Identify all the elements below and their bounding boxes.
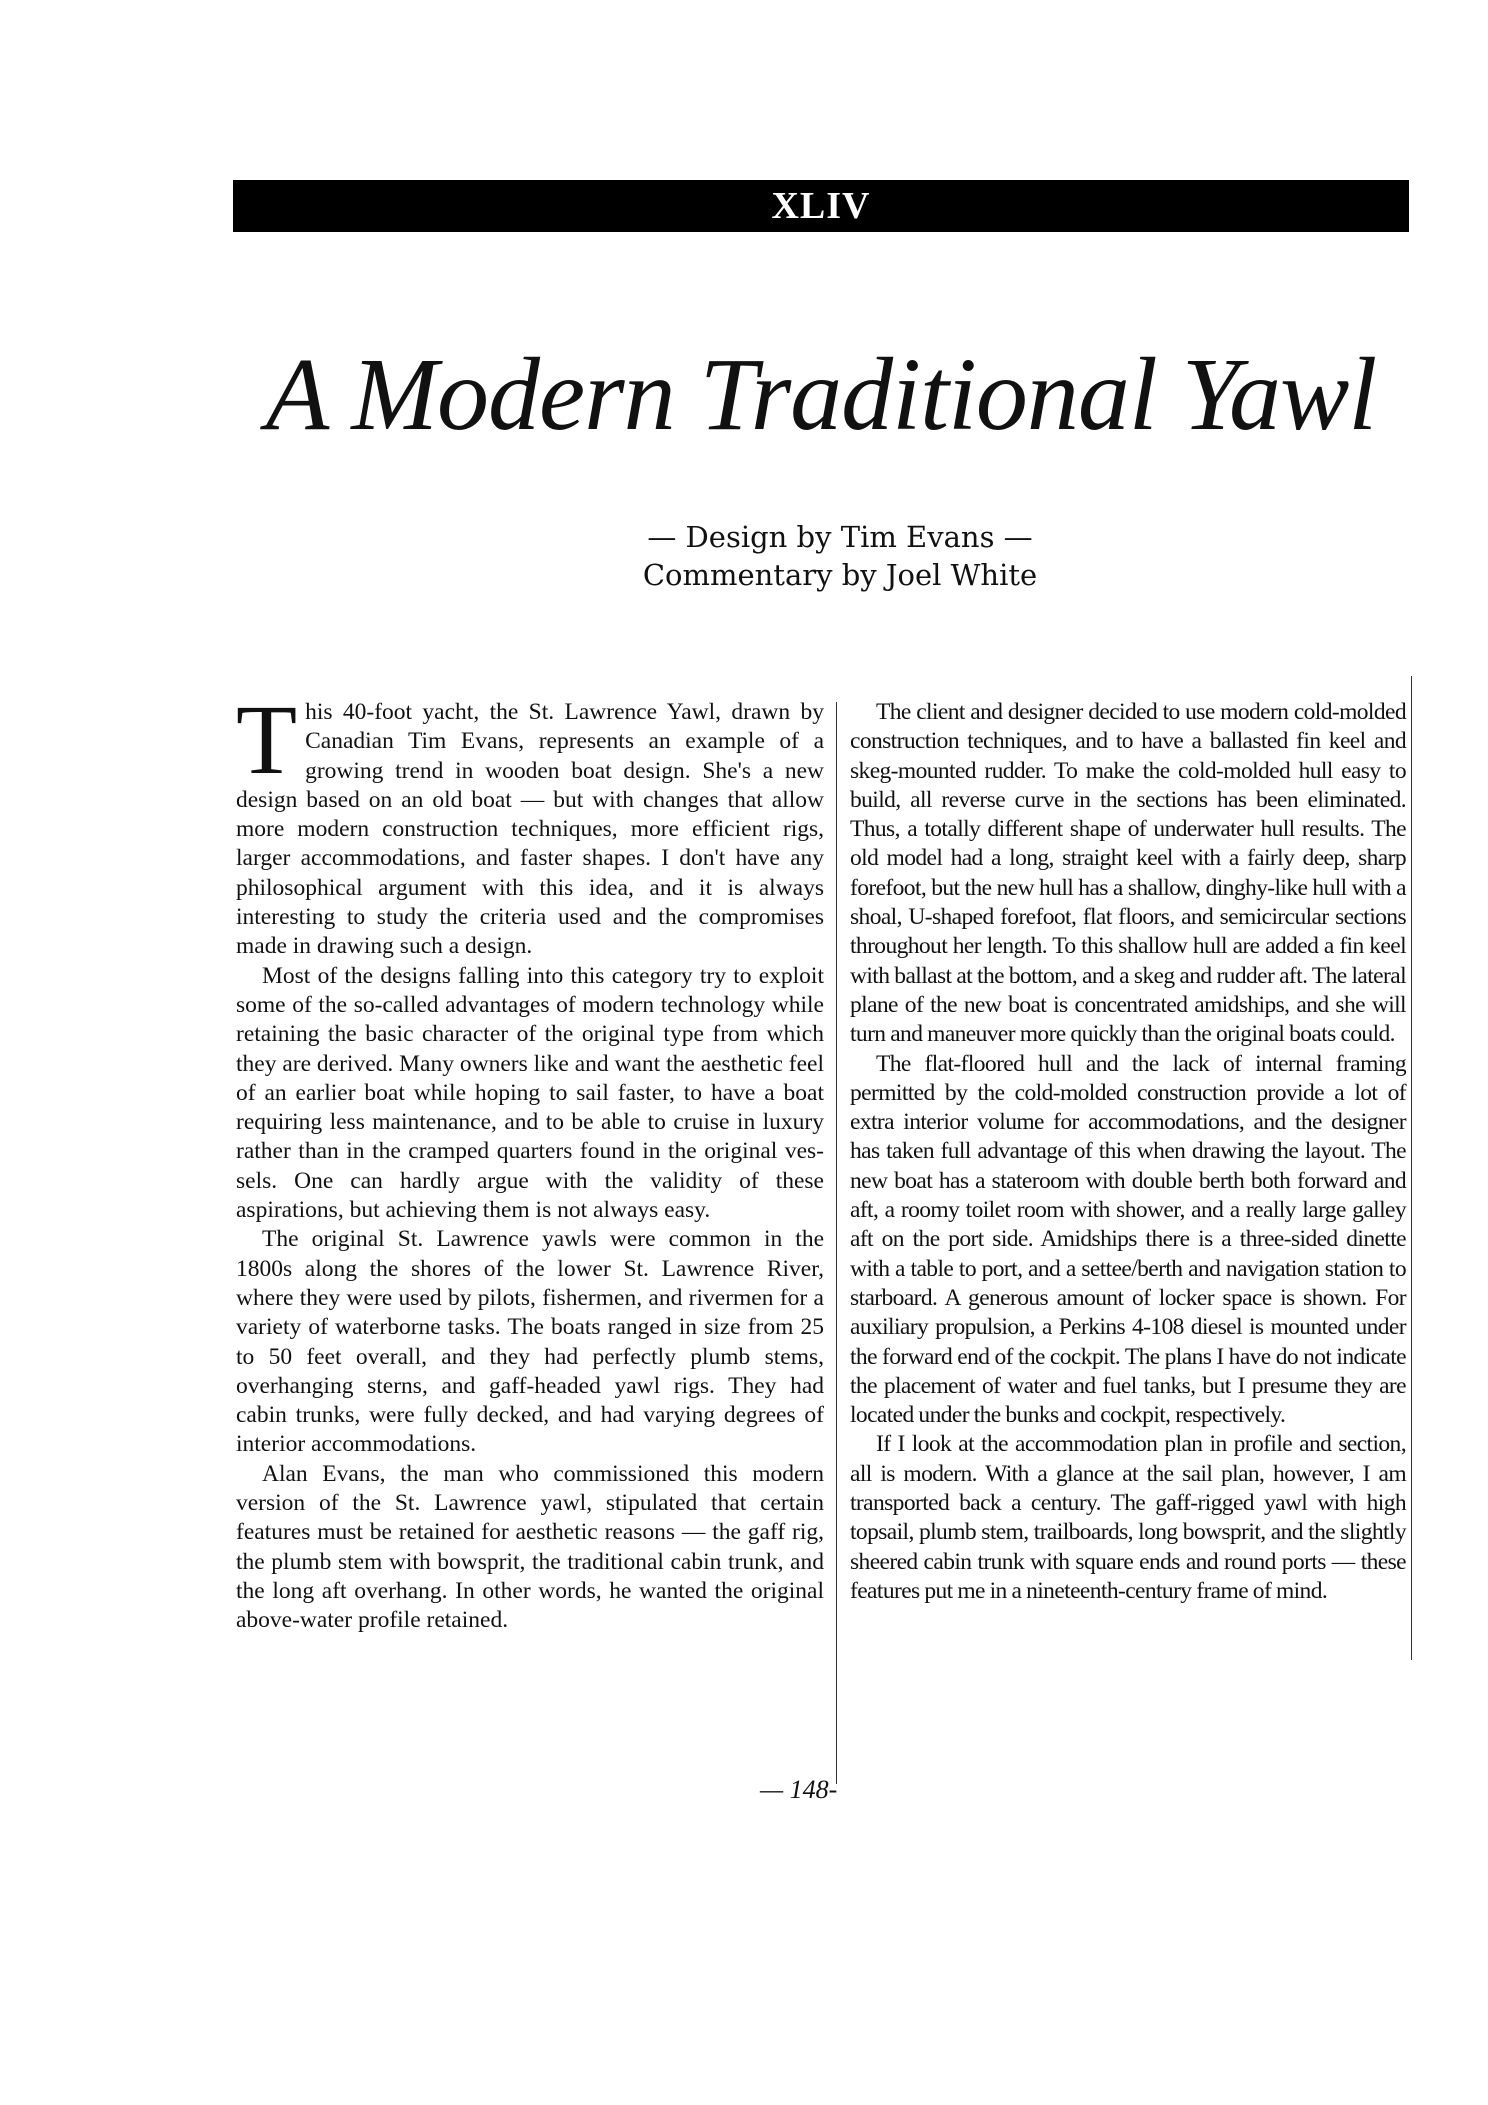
paragraph: Alan Evans, the man who commissioned this modern version of the St. Lawrence yawl, stipulated that certain features must be retained for aesthetic reasons — the gaff rig, the plumb stem with bowsprit, the traditional cabin trunk, and the long aft overhang. In other words, he wanted the original above-water profile retained. [236, 1460, 824, 1634]
chapter-title: A Modern Traditional Yawl [265, 337, 1377, 452]
paragraph: The flat-floored hull and the lack of internal framing permitted by the cold-molded construction provide a lot of extra interior volume for accommodations, and the designer has taken full advantage of this when drawing the layout. The new boat has a stateroom with double berth both forward and aft, a roomy toilet room with shower, and a really large galley aft on the port side. Amidships there is a three-sided dinette with a table to port, and a settee/berth and navigation station to starboard. A generous amount of locker space is shown. For auxiliary propulsion, a Perkins 4-108 diesel is mounted under the forward end of the cockpit. The plans I have do not indicate the placement of water and fuel tanks, but I presume they are located under the bunks and cockpit, respectively. [850, 1050, 1406, 1429]
paragraph: The client and designer decided to use modern cold-molded construction techniques, and to have a ballasted fin keel and skeg-mounted rudder. To make the cold-molded hull easy to build, all reverse curve in the sections has been eliminated. Thus, a totally different shape of underwater hull results. The old model had a long, straight keel with a fairly deep, sharp forefoot, but the new hull has a shallow, dinghy-like hull with a shoal, U-shaped forefoot, flat floors, and semicircular sections throughout her length. To this shallow hull are added a fin keel with ballast at the bottom, and a skeg and rudder aft. The lateral plane of the new boat is concentrated amidships, and she will turn and maneuver more quickly than the original boats could. [850, 699, 1406, 1048]
paragraph: The original St. Lawrence yawls were common in the 1800s along the shores of the lower St. Lawrence River, where they were used by pilots, fishermen, and rivermen for a variety of waterborne tasks. The boats ranged in size from 25 to 50 feet overall, and they had perfectly plumb stems, overhanging sterns, and gaff-headed yawl rigs. They had cabin trunks, were fully decked, and had varying degrees of interior accommodations. [236, 1226, 824, 1458]
left-column [236, 684, 824, 1636]
right-column [850, 698, 1406, 1606]
credits [500, 518, 1180, 594]
paragraph: If I look at the accommodation plan in profile and section, all is modern. With a glance at the sail plan, however, I am transported back a century. The gaff-rigged yawl with high topsail, plumb stem, trailboards, long bowsprit, and the slightly sheered cabin trunk with square ends and round ports — these features put me in a nineteenth-century frame of mind. [850, 1431, 1406, 1604]
margin-rule [1411, 676, 1412, 1660]
column-divider [836, 702, 837, 1784]
design-credit: — Design by Tim Evans — [647, 520, 1033, 554]
page-number: — 148- [760, 1775, 838, 1804]
commentary-credit: Commentary by Joel White [642, 558, 1038, 592]
chapter-number-bar [233, 180, 1409, 232]
paragraph [236, 684, 824, 962]
paragraph-text: his 40-foot yacht, the St. Lawrence Yawl, drawn by Canadian Tim Evans, represents an example of a growing trend in wooden boat design. She's a new design based on an old boat — but with changes that allow more modern construction techniques, more efficient rigs, larger accommodations, and faster shapes. I don't have any philosophical argument with this idea, and it is always interesting to study the criteria used and the compromises made in drawing such a design. [236, 699, 824, 960]
chapter-number: XLIV [771, 185, 871, 227]
drop-cap: T [236, 684, 298, 795]
paragraph: Most of the designs falling into this category try to exploit some of the so-called advantages of modern technology while retaining the basic character of the original type from which they are derived. Many owners like and want the aesthetic feel of an earlier boat while hoping to sail faster, to have a boat requiring less maintenance, and to be able to cruise in luxury rather than in the cramped quarters found in the original vessels. One can hardly argue with the validity of these aspirations, but achieving them is not always easy. [236, 962, 824, 1224]
